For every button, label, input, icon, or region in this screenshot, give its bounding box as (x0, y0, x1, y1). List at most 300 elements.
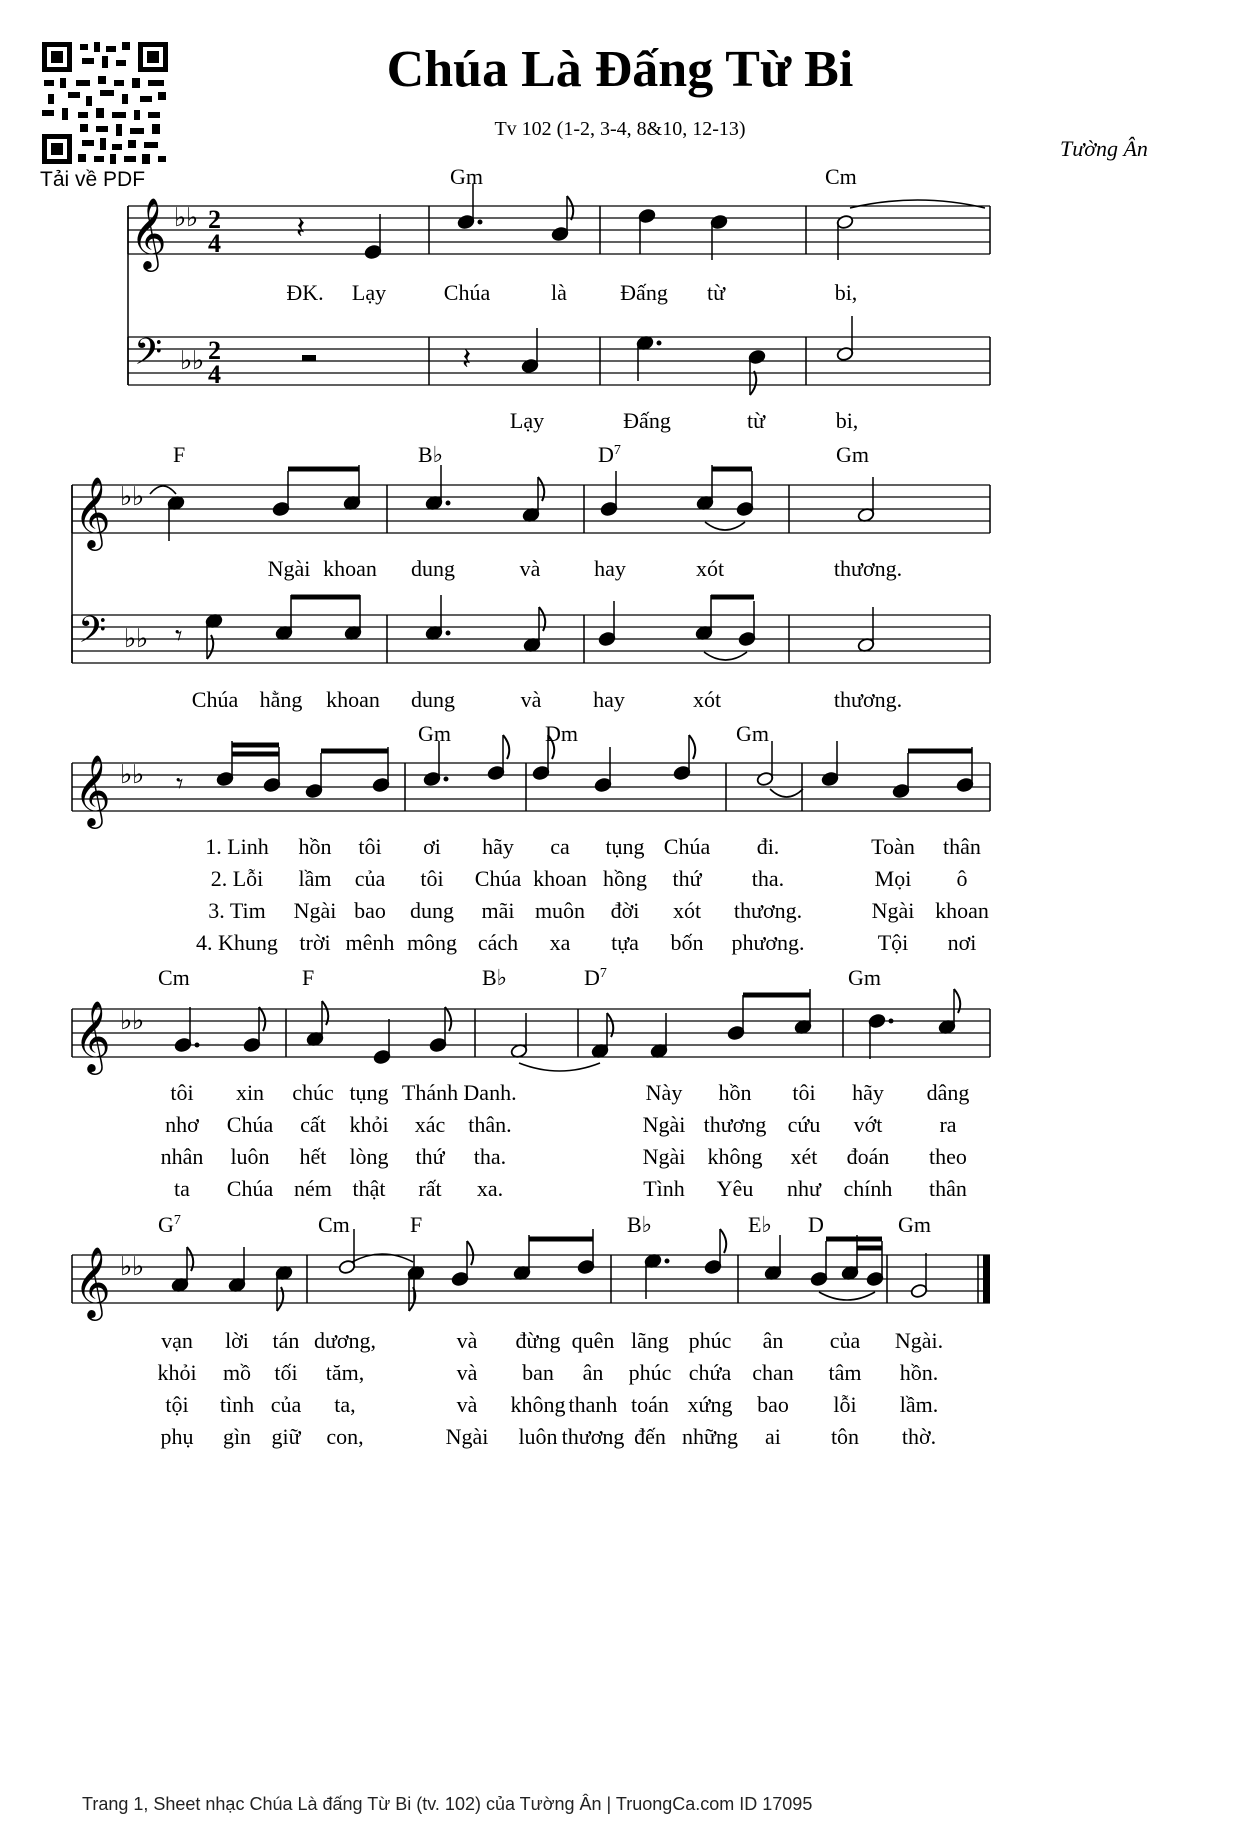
lyric-word: Ngài (445, 1424, 489, 1449)
lyric-word: đến (634, 1424, 666, 1449)
lyric-word: theo (929, 1144, 967, 1169)
note (695, 595, 713, 641)
lyric-word: chính (843, 1176, 893, 1201)
lyric-word: 1. Linh (205, 834, 269, 859)
key-signature-flat: ♭ (120, 760, 133, 789)
note (425, 595, 450, 641)
lyric-word: đi. (756, 834, 780, 859)
lyric-word: Ngài (642, 1144, 686, 1169)
tie-slur (704, 652, 747, 660)
lyric-word: vớt (853, 1112, 883, 1137)
song-title: Chúa Là Đấng Từ Bi (386, 41, 854, 98)
lyric-word: dung (411, 556, 455, 581)
lyric-word: gìn (222, 1424, 252, 1449)
lyric-word: thương (561, 1424, 625, 1449)
eighth-rest: 𝄾 (176, 769, 184, 800)
lyric-word: không (510, 1392, 566, 1417)
note (836, 214, 854, 260)
note-dot (665, 1259, 670, 1264)
lyric-word: tôi (420, 866, 444, 891)
lyric-word: Toàn (871, 834, 915, 859)
note (167, 495, 185, 541)
lyric-word: tán (272, 1328, 300, 1353)
note (457, 184, 482, 230)
half-rest (302, 355, 316, 361)
note (638, 208, 656, 254)
lyric-word: Tội (877, 930, 909, 955)
note (451, 1241, 473, 1287)
note-flag (750, 371, 756, 395)
note (836, 316, 854, 362)
lyric-word: khỏi (157, 1360, 197, 1385)
lyric-word: Đấng (620, 280, 668, 305)
quarter-rest: 𝄽 (462, 343, 472, 376)
lyric-word: tội (165, 1392, 189, 1417)
composer-name: Tường Ân (1060, 136, 1148, 161)
lyric-word: tôi (792, 1080, 816, 1105)
time-signature-top: 2 (208, 336, 221, 365)
note (650, 1013, 668, 1059)
note (429, 1007, 451, 1053)
note (956, 747, 974, 793)
chord-symbol: F (410, 1212, 423, 1237)
note (644, 1253, 669, 1299)
lyric-word: dâng (926, 1080, 970, 1105)
chord-extension: 7 (599, 966, 607, 981)
key-signature-flat: ♭ (124, 624, 137, 653)
lyric-word: hồn (718, 1080, 752, 1105)
lyric-word: bốn (670, 930, 704, 955)
note-dot (446, 501, 451, 506)
key-signature-flat: ♭ (132, 760, 145, 789)
lyric-word: xin (235, 1080, 265, 1105)
chord-symbol: $G^7$ (158, 1212, 181, 1237)
lyric-word: ô (956, 866, 968, 891)
lyric-word: xét (790, 1144, 818, 1169)
lyric-word: chứa (688, 1360, 732, 1385)
note (425, 465, 450, 511)
lyric-word: Lạy (509, 408, 545, 433)
chord-symbol: B♭ (418, 442, 444, 467)
lyric-word: chúc (292, 1080, 334, 1105)
chord-symbol: D (808, 1212, 824, 1237)
note (272, 471, 290, 517)
lyric-word: thanh (568, 1392, 618, 1417)
lyric-word: hay (594, 556, 626, 581)
note (857, 607, 875, 653)
lyric-word: bao (757, 1392, 789, 1417)
lyric-word: thương. (833, 687, 903, 712)
page-footer: Trang 1, Sheet nhạc Chúa Là đấng Từ Bi (tv. 102) của Tường Ân | TruongCa.com ID 17095 (82, 1794, 813, 1814)
lyric-word: tụng (349, 1080, 389, 1105)
lyric-word: Ngài (267, 556, 311, 581)
note (764, 1235, 782, 1281)
lyric-word: và (456, 1328, 478, 1353)
lyric-word: xứng (687, 1392, 733, 1417)
lyric-word: thờ. (901, 1424, 937, 1449)
chord-symbol: Cm (158, 965, 190, 990)
lyric-word: hay (593, 687, 625, 712)
lyric-word: của (354, 866, 386, 891)
lyric-word: Thánh (401, 1080, 459, 1105)
note (736, 471, 754, 517)
note-dot (478, 220, 483, 225)
lyric-word: ơi (423, 834, 441, 859)
note-dot (446, 631, 451, 636)
lyric-word: đừng (515, 1328, 561, 1353)
lyric-word: khoan (323, 556, 377, 581)
lyric-word: Tình (643, 1176, 685, 1201)
lyric-word: Chúa (226, 1112, 274, 1137)
lyric-word: xác (414, 1112, 446, 1137)
note-flag (689, 735, 695, 759)
lyric-word: Ngài (642, 1112, 686, 1137)
tie-slur (819, 1292, 875, 1300)
lyric-word: lầm (298, 866, 332, 891)
note (600, 471, 618, 517)
lyric-word: tăm, (325, 1360, 365, 1385)
key-signature-flat: ♭ (132, 1006, 145, 1035)
key-signature-flat: ♭ (120, 482, 133, 511)
note (821, 741, 839, 787)
lyric-word: tối (274, 1360, 298, 1385)
treble-staff-3 (72, 763, 990, 811)
lyric-word: cất (300, 1112, 326, 1137)
lyric-word: khoan (326, 687, 380, 712)
key-signature-flat: ♭ (174, 203, 187, 232)
tie-slur (770, 789, 803, 797)
note (487, 735, 509, 781)
treble-clef: 𝄞 (74, 479, 111, 547)
lyric-word: thân. (468, 1112, 512, 1137)
lyric-word: và (456, 1360, 478, 1385)
lyric-word: Ngài (871, 898, 915, 923)
note-flag (259, 1007, 265, 1031)
lyric-word: lời (225, 1328, 249, 1353)
lyric-word: ta (174, 1176, 190, 1201)
note-dot (889, 1019, 894, 1024)
treble-clef: 𝄞 (130, 200, 167, 268)
note (243, 1007, 265, 1053)
note (216, 741, 234, 787)
note (598, 601, 616, 647)
note (510, 1013, 528, 1059)
lyric-word: là (551, 280, 567, 305)
note (305, 753, 323, 799)
note (275, 1265, 293, 1311)
lyric-word: mãi (481, 898, 515, 923)
lyric-word: tôi (170, 1080, 194, 1105)
lyric-word: ân (582, 1360, 604, 1385)
key-signature-flat: ♭ (132, 1252, 145, 1281)
note (343, 465, 361, 511)
lyric-word: đoán (846, 1144, 890, 1169)
note-flag (720, 1229, 726, 1253)
song-subtitle: Tv 102 (1-2, 3-4, 8&10, 12-13) (494, 118, 746, 140)
lyric-word: rất (418, 1176, 442, 1201)
note (810, 1241, 828, 1287)
chord-symbol: Gm (848, 965, 881, 990)
note (275, 595, 293, 641)
chord-extension: 7 (173, 1213, 181, 1228)
lyric-word: cứu (787, 1112, 821, 1137)
note-dot (195, 1043, 200, 1048)
chord-symbol: F (302, 965, 315, 990)
note (738, 601, 756, 647)
lyric-word: hãy (482, 834, 514, 859)
note-flag (567, 196, 573, 220)
chord-extension: 7 (613, 443, 621, 458)
key-signature-flat: ♭ (132, 482, 145, 511)
lyric-word: hồn (298, 834, 332, 859)
note (364, 214, 382, 260)
lyric-word: quên (571, 1328, 615, 1353)
note (373, 1019, 391, 1065)
tie-slur (705, 522, 745, 530)
note (513, 1235, 531, 1281)
lyric-word: cách (477, 930, 519, 955)
note (423, 741, 448, 787)
chord-symbol: Cm (825, 164, 857, 189)
lyric-word: chan (752, 1360, 794, 1385)
tie-slur (519, 1063, 600, 1071)
key-signature-flat: ♭ (136, 624, 149, 653)
chord-symbol: B♭ (482, 965, 508, 990)
note (228, 1247, 246, 1293)
quarter-rest: 𝄽 (296, 212, 306, 245)
lyric-word: xa. (476, 1176, 504, 1201)
lyric-word: khoan (935, 898, 989, 923)
lyric-word: thân (943, 834, 981, 859)
lyric-word: mông (406, 930, 458, 955)
lyric-word: ném (294, 1176, 332, 1201)
lyric-word: nhơ (165, 1112, 199, 1137)
note (174, 1007, 199, 1053)
note (523, 607, 545, 653)
lyric-word: dung (410, 898, 454, 923)
chord-symbol: $D^7$ (598, 442, 621, 467)
note (868, 1013, 893, 1059)
note-flag (503, 735, 509, 759)
note (910, 1253, 928, 1299)
lyric-word: Ngài (293, 898, 337, 923)
note (857, 477, 875, 523)
lyric-word: tôn (830, 1424, 860, 1449)
lyric-word: lầm. (899, 1392, 939, 1417)
note (841, 1235, 859, 1281)
lyric-word: và (456, 1392, 478, 1417)
lyric-word: toán (631, 1392, 669, 1417)
tie-slur (850, 200, 985, 208)
note (696, 465, 714, 511)
lyric-word: ai (765, 1424, 781, 1449)
lyric-word: ca (550, 834, 570, 859)
chord-symbol: $D^7$ (584, 965, 607, 990)
lyric-word: của (270, 1392, 302, 1417)
chord-symbol: Gm (736, 721, 769, 746)
lyric-word: phúc (628, 1360, 672, 1385)
note (521, 328, 539, 374)
chord-symbol: F (173, 442, 186, 467)
lyric-word: thứ (415, 1144, 445, 1169)
chord-symbol: Gm (450, 164, 483, 189)
treble-clef: 𝄞 (74, 757, 111, 825)
lyric-word: giữ (271, 1424, 301, 1449)
note (673, 735, 695, 781)
lyric-word: mồ (222, 1360, 252, 1385)
time-signature-top: 2 (208, 205, 221, 234)
lyric-word: từ (706, 280, 726, 305)
lyric-word: phúc (688, 1328, 732, 1353)
lyric-word: thương (703, 1112, 767, 1137)
lyric-word: khỏi (349, 1112, 389, 1137)
lyric-word: Lạy (351, 280, 387, 305)
note-flag (445, 1007, 451, 1031)
lyric-word: tha. (473, 1144, 507, 1169)
chord-symbol: Dm (545, 721, 578, 746)
lyric-word: lỗi (833, 1392, 857, 1417)
lyric-word: ân (762, 1328, 784, 1353)
treble-clef: 𝄞 (74, 1249, 111, 1317)
bass-staff-1 (128, 337, 990, 385)
lyric-word: Chúa (663, 834, 711, 859)
lyric-word: luôn (518, 1424, 558, 1449)
note (407, 1265, 425, 1311)
lyric-word: không (707, 1144, 763, 1169)
key-signature-flat: ♭ (192, 346, 205, 375)
time-signature-bottom: 4 (208, 360, 221, 389)
lyric-word: phụ (160, 1424, 194, 1449)
lyric-word: bi, (835, 408, 859, 433)
lyric-word: hết (299, 1144, 327, 1169)
lyric-word: Đấng (623, 408, 671, 433)
lyric-word: đời (610, 898, 640, 923)
lyric-word: bao (354, 898, 386, 923)
lyric-word: phương. (731, 930, 805, 955)
lyric-word: Yêu (716, 1176, 754, 1201)
lyric-word: Chúa (474, 866, 522, 891)
chord-symbol: B♭ (627, 1212, 653, 1237)
lyric-word: tụng (605, 834, 645, 859)
lyric-word: hồng (603, 866, 647, 891)
tie-slur (150, 486, 176, 494)
note (727, 995, 745, 1041)
note (306, 1001, 328, 1047)
chord-symbol: Cm (318, 1212, 350, 1237)
chord-symbol: Gm (836, 442, 869, 467)
note (344, 595, 362, 641)
note (577, 1229, 595, 1275)
lyric-word: ĐK. (286, 280, 324, 305)
lyric-word: tha. (751, 866, 785, 891)
lyric-word: xa (549, 930, 571, 955)
download-pdf-link[interactable]: Tải về PDF (40, 168, 146, 191)
lyric-word: bi, (834, 280, 858, 305)
time-signature-bottom: 4 (208, 229, 221, 258)
lyric-word: ta, (334, 1392, 356, 1417)
note (522, 477, 544, 523)
note (591, 1013, 613, 1059)
note (636, 335, 661, 381)
lyric-word: Mọi (874, 866, 912, 891)
lyric-word: ban (522, 1360, 554, 1385)
note (938, 989, 960, 1035)
treble-staff-5 (72, 1255, 990, 1303)
lyric-word: Chúa (226, 1176, 274, 1201)
lyric-word: luôn (230, 1144, 270, 1169)
note (710, 214, 728, 260)
lyric-word: xót (695, 556, 725, 581)
lyric-word: hằng (259, 687, 303, 712)
treble-clef: 𝄞 (74, 1003, 111, 1071)
treble-staff-4 (72, 1009, 990, 1057)
lyric-word: thân (929, 1176, 967, 1201)
lyric-word: Ngài. (894, 1328, 944, 1353)
lyric-word: thật (352, 1176, 386, 1201)
note (551, 196, 573, 242)
lyric-word: lòng (349, 1144, 389, 1169)
note (748, 349, 766, 395)
lyric-word: 3. Tim (208, 898, 266, 923)
lyric-word: tôi (358, 834, 382, 859)
key-signature-flat: ♭ (180, 346, 193, 375)
note (372, 747, 390, 793)
lyric-word: dung (411, 687, 455, 712)
note-dot (444, 777, 449, 782)
lyric-word: Chúa (443, 280, 491, 305)
lyric-word: như (787, 1176, 821, 1201)
note (594, 747, 612, 793)
lyric-word: nhân (160, 1144, 204, 1169)
lyric-word: nơi (947, 930, 977, 955)
lyric-word: và (520, 687, 542, 712)
lyric-word: muôn (534, 898, 586, 923)
key-signature-flat: ♭ (120, 1252, 133, 1281)
lyric-word: từ (746, 408, 766, 433)
lyric-word: tình (219, 1392, 255, 1417)
note (704, 1229, 726, 1275)
lyric-word: hãy (852, 1080, 884, 1105)
lyric-word: tựa (611, 930, 639, 955)
note-flag (467, 1241, 473, 1265)
lyric-word: xót (692, 687, 722, 712)
lyric-word: thương. (833, 556, 903, 581)
bass-clef: 𝄢 (78, 610, 107, 659)
note (205, 613, 223, 659)
lyric-word: Này (645, 1080, 683, 1105)
chord-symbol: Gm (418, 721, 451, 746)
final-barline-thick (983, 1255, 990, 1303)
note (756, 741, 774, 787)
lyric-word: lãng (631, 1328, 669, 1353)
lyric-word: xót (672, 898, 702, 923)
lyric-word: của (829, 1328, 861, 1353)
lyric-word: hồn. (899, 1360, 939, 1385)
lyric-word: ra (939, 1112, 957, 1137)
lyric-word: Chúa (191, 687, 239, 712)
lyric-word: con, (326, 1424, 364, 1449)
lyric-word: vạn (161, 1328, 193, 1353)
note (171, 1247, 193, 1293)
lyric-word: trời (299, 930, 331, 955)
chord-symbol: E♭ (748, 1212, 772, 1237)
lyric-word: Danh. (463, 1080, 517, 1105)
key-signature-flat: ♭ (120, 1006, 133, 1035)
key-signature-flat: ♭ (186, 203, 199, 232)
lyric-word: 4. Khung (196, 930, 278, 955)
lyric-word: khoan (533, 866, 587, 891)
lyric-word: thương. (733, 898, 803, 923)
